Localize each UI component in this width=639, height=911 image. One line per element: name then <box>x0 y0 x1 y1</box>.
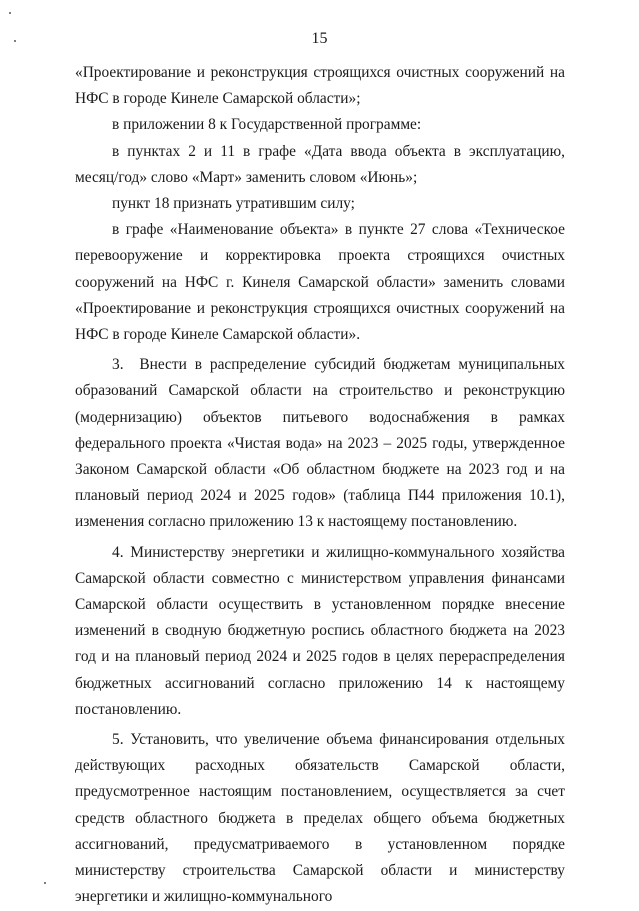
scan-mark <box>44 882 46 884</box>
document-body <box>75 60 565 911</box>
paragraph-item-18: пункт 18 признать утратившим силу; <box>112 195 355 213</box>
paragraph-clause-3: 3. Внести в распределение субсидий бюджетам муниципальных образований Самарской области на строительство и реконструкцию (модернизацию) объектов питьевого водоснабжения в рамках федерального проекта «Чистая вода» на 2023 – 2025 годы, утвержденное Законом Самарской области «Об областном бюджете на 2023 год и на плановый период 2024 и 2025 годов» (таблица П44 приложения 10.1), изменения согласно приложению 13 к настоящему постановлению. <box>75 356 565 531</box>
paragraph-clause-5: 5. Установить, что увеличение объема финансирования отдельных действующих расходных обязательств Самарской области, предусмотренное настоящим постановлением, осуществляется за счет средств областного бюджета в пределах общего объема бюджетных ассигнований, предусматриваемого в установленном порядке министерству строительства Самарской области и министерству энергетики и жилищно-коммунального <box>75 731 565 906</box>
scan-mark <box>14 40 16 42</box>
paragraph-appendix-8: в приложении 8 к Государственной программе: <box>112 116 422 134</box>
paragraph-item-27: в графе «Наименование объекта» в пункте 27 слова «Техническое перевооружение и корректировка проекта строящихся очистных сооружений на НФС г. Кинеля Самарской области» заменить словами «Проектирование и реконструкция строящихся очистных сооружений на НФС в городе Кинеле Самарской области». <box>75 221 565 344</box>
scan-mark <box>9 12 11 14</box>
paragraph-items-2-11: в пунктах 2 и 11 в графе «Дата ввода объекта в эксплуатацию, месяц/год» слово «Март» заменить словом «Июнь»; <box>75 142 565 186</box>
page-number: 15 <box>311 30 328 47</box>
paragraph-continuation: «Проектирование и реконструкция строящихся очистных сооружений на НФС в городе Кинеле Самарской области»; <box>75 64 565 108</box>
paragraph-clause-4: 4. Министерству энергетики и жилищно-коммунального хозяйства Самарской области совместно с министерством управления финансами Самарской области осуществить в установленном порядке внесение изменений в сводную бюджетную роспись областного бюджета на 2023 год и на плановый период 2024 и 2025 годов в целях перераспределения бюджетных ассигнований согласно приложению 14 к настоящему постановлению. <box>75 543 565 718</box>
